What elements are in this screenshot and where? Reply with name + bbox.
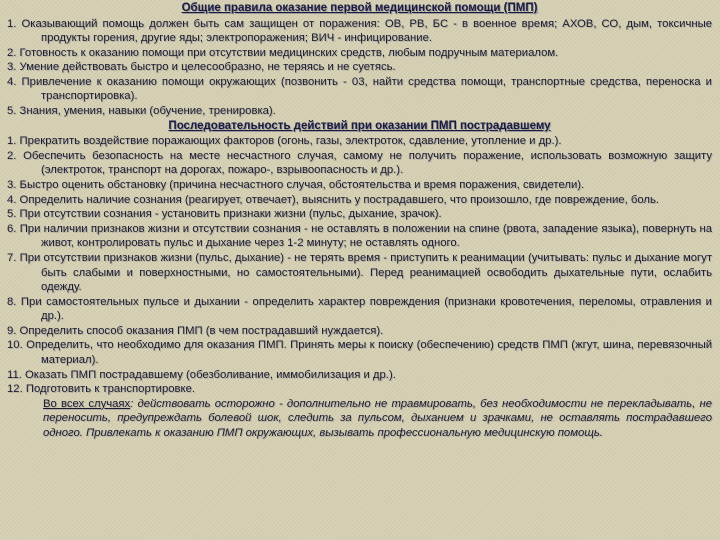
step-5: 5. При отсутствии сознания - установить признаки жизни (пульс, дыхание, зрачок). [7, 208, 442, 221]
note-lead: Во всех случаях [43, 397, 131, 410]
step-2: 2. Обеспечить безопасность на месте несчастного случая, самому не получить поражение, использовать возможную защиту (электроток, транспорт на дорогах, пожаро-, взрывоопасность и др.). [7, 149, 712, 177]
step-3: 3. Быстро оценить обстановку (причина несчастного случая, обстоятельства и время поражения, свидетели). [7, 178, 585, 191]
all-cases-note [7, 397, 712, 441]
step-6: 6. При наличии признаков жизни и отсутствии сознания - не оставлять в положении на спине (рвота, западение языка), повернуть на живот, контролировать пульс и дыхание через 1-2 минуту; не оставлять одного. [7, 222, 712, 250]
general-rule-2: 2. Готовность к оказанию помощи при отсутствии медицинских средств, любым подручным материалом. [7, 46, 559, 59]
general-rule-5: 5. Знания, умения, навыки (обучение, тренировка). [7, 105, 276, 118]
general-rule-4: 4. Привлечение к оказанию помощи окружающих (позвонить - 03, найти средства помощи, транспортные средства, переноска и транспортировка). [7, 75, 712, 103]
general-rules-list [7, 17, 712, 119]
step-7: 7. При отсутствии признаков жизни (пульс, дыхание) - не терять время - приступить к реанимации (учитывать: пульс и дыхание могут быть слабыми и поверхностными, но самостоятельными). Перед реанимацией освободить дыхательные пути, ослабить одежду. [7, 251, 712, 294]
step-11: 11. Оказать ПМП пострадавшему (обезболивание, иммобилизация и др.). [7, 368, 396, 381]
note-text: : действовать осторожно - дополнительно не травмировать, без необходимости не перекладывать, не переносить, предупреждать болевой шок, следить за пульсом, дыханием и зрачками, не оставлять пострадавшего одного. Привлекать к оказанию ПМП окружающих, вызывать профессиональную медицинскую помощь. [43, 397, 713, 440]
general-rules-title: Общие правила оказание первой медицинской помощи (ПМП) [181, 2, 538, 14]
step-8: 8. При самостоятельных пульсе и дыхании - определить характер повреждения (признаки кровотечения, переломы, отравления и др.). [7, 295, 712, 323]
step-9: 9. Определить способ оказания ПМП (в чем пострадавший нуждается). [7, 324, 384, 337]
sequence-list [7, 134, 712, 397]
step-1: 1. Прекратить воздействие поражающих факторов (огонь, газы, электроток, сдавление, утопление и др.). [7, 135, 562, 148]
sequence-title: Последовательность действий при оказании ПМП пострадавшему [168, 119, 551, 132]
step-10: 10. Определить, что необходимо для оказания ПМП. Принять меры к поиску (обеспечению) средств ПМП (жгут, шина, перевязочный материал). [7, 339, 712, 367]
general-rule-3: 3. Умение действовать быстро и целесообразно, не теряясь и не суетясь. [7, 61, 396, 74]
step-4: 4. Определить наличие сознания (реагирует, отвечает), выяснить у пострадавшего, что произошло, где повреждение, боль. [7, 193, 659, 206]
step-12: 12. Подготовить к транспортировке. [7, 383, 196, 396]
general-rule-1: 1. Оказывающий помощь должен быть сам защищен от поражения: ОВ, РВ, БС - в военное время; АХОВ, СО, дым, токсичные продукты горения, другие яды; электропоражения; ВИЧ - инфицирование. [7, 17, 712, 45]
